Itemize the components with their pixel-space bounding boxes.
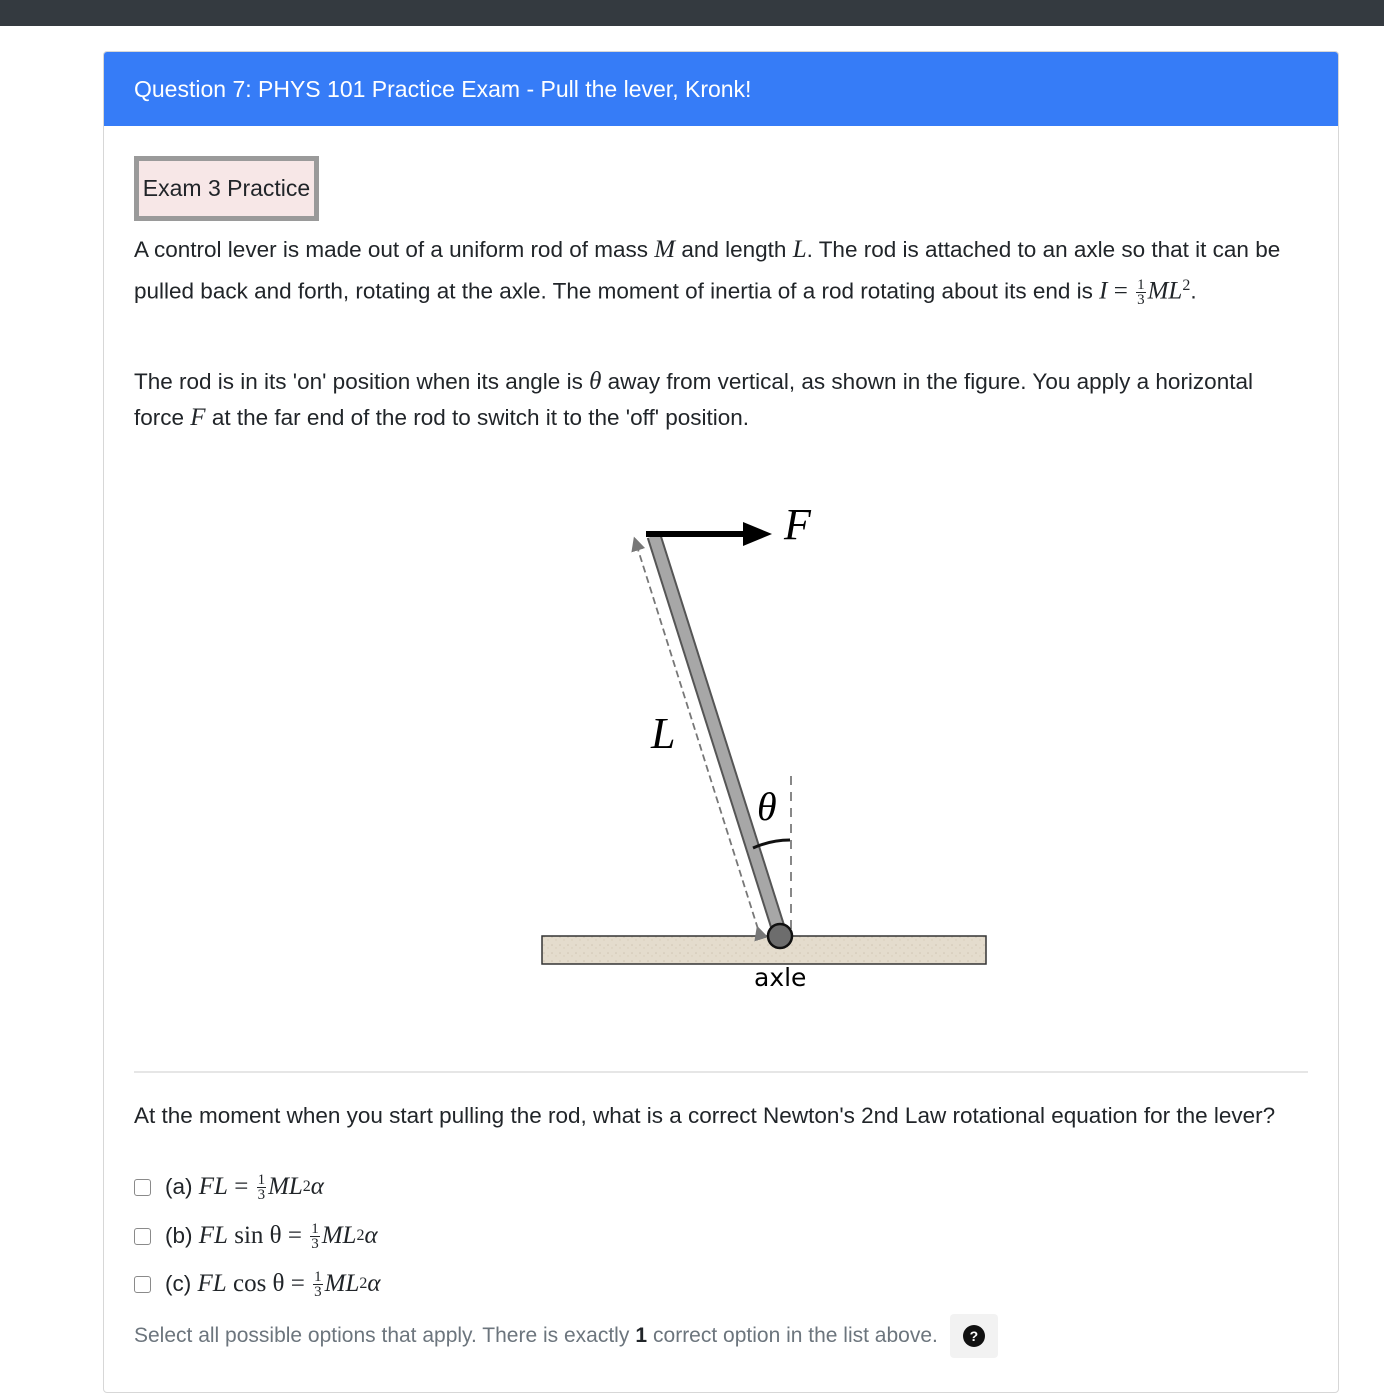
math-var: ML: [324, 1270, 360, 1297]
question-card: [103, 51, 1339, 1393]
math-var: M: [654, 236, 676, 263]
option-label: (b): [165, 1223, 193, 1248]
hint-text: correct option in the list above.: [653, 1324, 938, 1347]
section-divider: [134, 1071, 1308, 1073]
option-a[interactable]: [134, 1169, 324, 1205]
text-span: The rod is in its 'on' position when its angle is: [134, 369, 590, 394]
math-var: FL: [198, 1173, 228, 1200]
axle-label: axle: [754, 963, 807, 992]
math-var: L: [792, 236, 807, 263]
option-c[interactable]: [134, 1266, 381, 1302]
question-mark-icon: ?: [963, 1325, 985, 1347]
ground-block: [542, 936, 986, 964]
math-op: =: [284, 1270, 312, 1297]
fraction: [310, 1222, 320, 1251]
text-span: A control lever is made out of a uniform rod of mass: [134, 237, 655, 262]
hint-count: 1: [635, 1324, 648, 1347]
math-var: ML: [268, 1173, 303, 1200]
option-a-checkbox[interactable]: [134, 1179, 151, 1196]
hint-text: Select all possible options that apply. There is exactly: [134, 1324, 630, 1347]
exam-badge-label: Exam 3 Practice: [142, 175, 311, 201]
math-var: α: [364, 1222, 378, 1249]
lever-figure: [134, 126, 1308, 1066]
fraction-numerator: 1: [1137, 277, 1145, 294]
question-header: [104, 52, 1338, 126]
text-span: and length: [675, 237, 793, 262]
math-var: ML: [1147, 277, 1183, 305]
math-var: FL: [197, 1270, 227, 1297]
math-var: θ: [589, 368, 602, 395]
option-c-checkbox[interactable]: [134, 1276, 151, 1293]
math-exponent: 2: [359, 1275, 368, 1292]
question-title: Question 7: PHYS 101 Practice Exam - Pull the lever, Kronk!: [134, 75, 752, 102]
math-var: F: [190, 404, 206, 431]
math-var: I: [1099, 277, 1108, 305]
text-span: .: [1190, 278, 1197, 304]
math-trig: cos θ: [232, 1270, 285, 1297]
force-arrowhead: [743, 522, 772, 546]
question-text: At the moment when you start pulling the rod, what is a correct Newton's 2nd Law rotational equation for the lever?: [134, 1103, 1276, 1128]
fraction-denominator: 3: [311, 1235, 319, 1252]
math-var: α: [310, 1173, 324, 1200]
axle-pivot: [768, 924, 792, 948]
fraction-numerator: 1: [314, 1268, 322, 1285]
math-exponent: 2: [356, 1227, 365, 1244]
option-label: (c): [165, 1271, 192, 1296]
fraction-denominator: 3: [314, 1283, 322, 1300]
angle-label: θ: [757, 784, 777, 829]
selection-hint: [134, 1318, 998, 1354]
help-button[interactable]: [950, 1314, 998, 1358]
fraction-numerator: 1: [257, 1171, 266, 1188]
math-op: =: [281, 1222, 309, 1249]
math-trig: sin θ: [234, 1222, 282, 1249]
fraction: [313, 1270, 323, 1299]
math-var: α: [367, 1270, 381, 1297]
text-span: . The rod is attached to an axle so that it can be pulled back and forth, rotating at the axle. The moment of inertia of a rod rotating about its end is: [134, 237, 1281, 304]
fraction-denominator: 3: [1137, 292, 1145, 309]
math-exponent: 2: [302, 1178, 311, 1195]
option-b[interactable]: [134, 1218, 378, 1254]
math-exponent: 2: [1182, 277, 1191, 294]
browser-top-bar: [0, 0, 1384, 26]
math-op: =: [1107, 277, 1135, 305]
text-span: away from vertical, as shown in the figure. You apply a horizontal force: [134, 369, 1253, 430]
math-var: FL: [198, 1222, 228, 1249]
option-label: (a): [165, 1174, 193, 1199]
fraction: [257, 1173, 267, 1202]
text-span: at the far end of the rod to switch it to the 'off' position.: [205, 405, 750, 430]
fraction-numerator: 1: [311, 1220, 319, 1237]
math-var: ML: [321, 1222, 357, 1249]
force-label: F: [784, 500, 811, 549]
fraction-denominator: 3: [257, 1186, 266, 1203]
length-label: L: [651, 709, 676, 758]
math-op: =: [227, 1173, 255, 1200]
option-b-checkbox[interactable]: [134, 1228, 151, 1245]
